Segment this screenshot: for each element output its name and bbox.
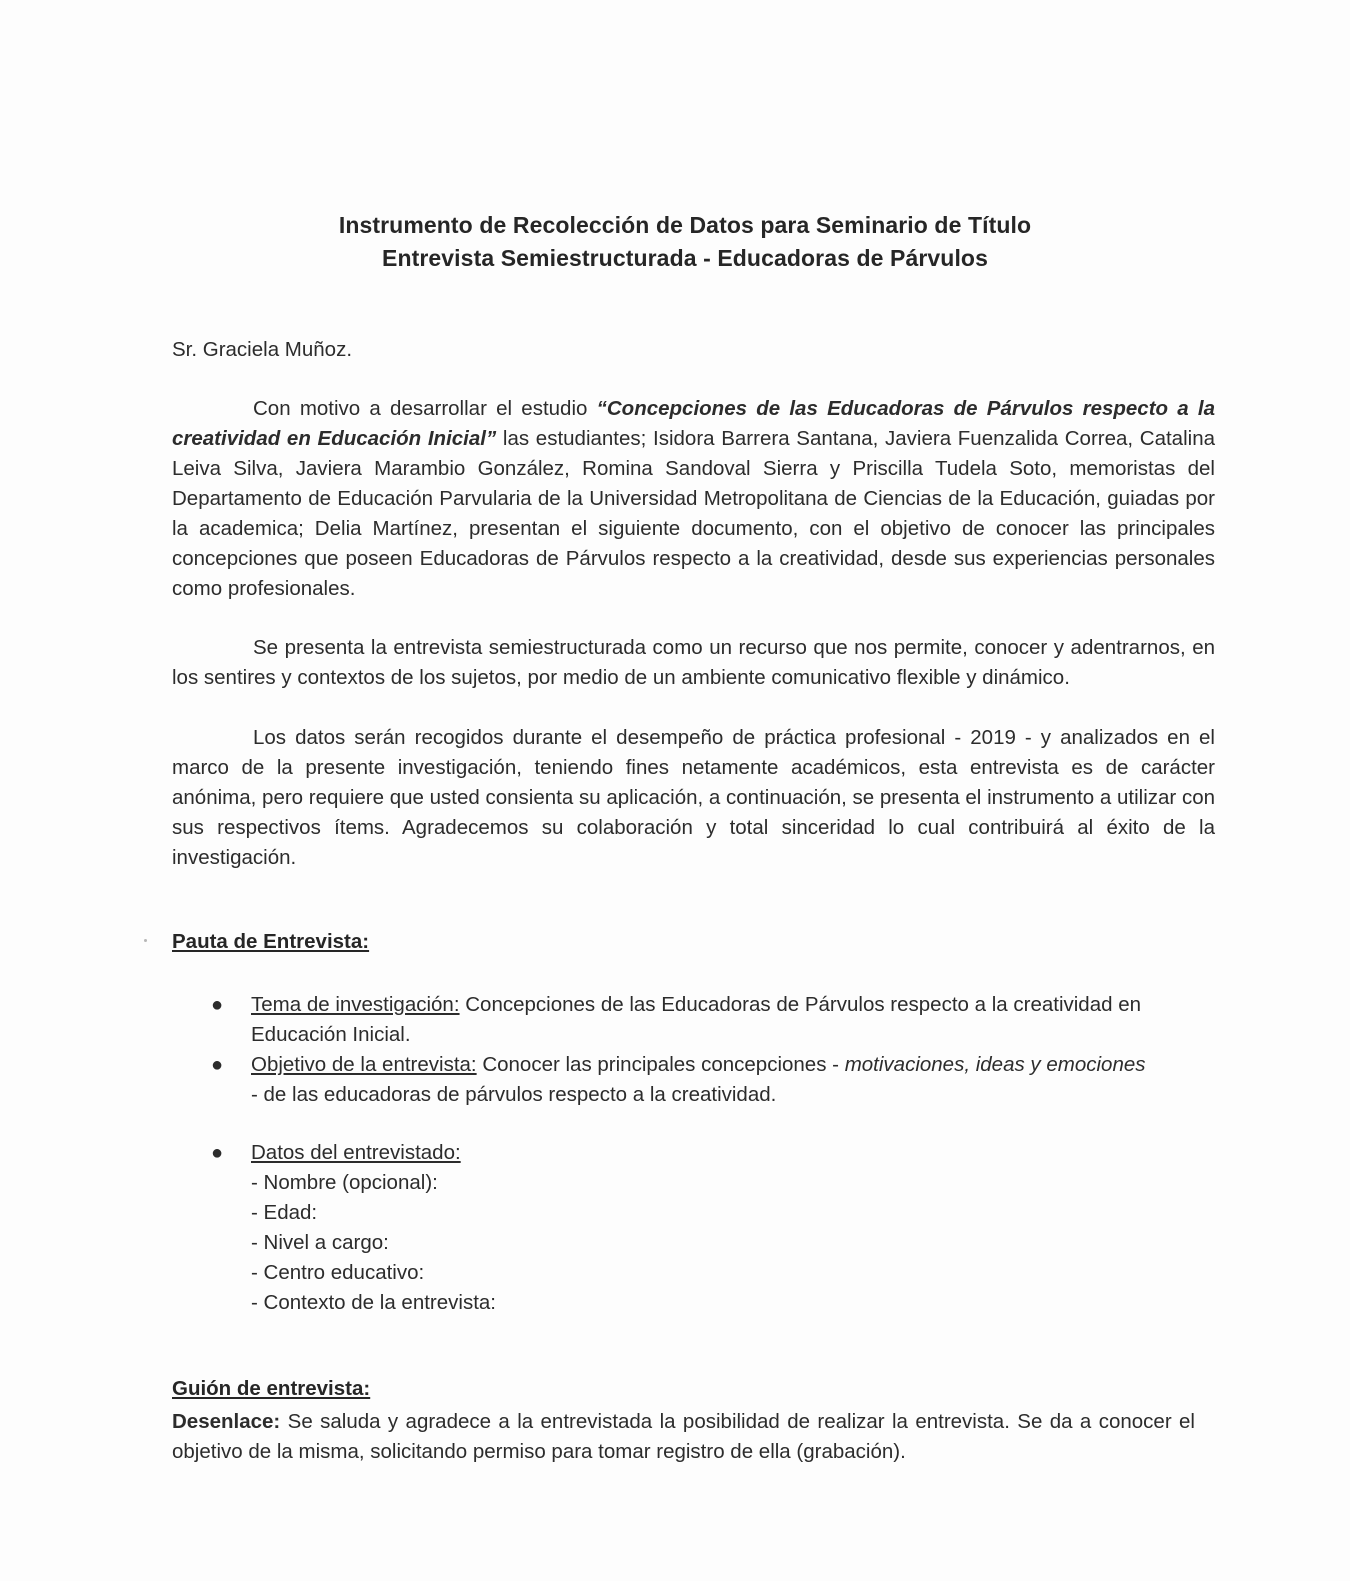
- guion-heading: Guión de entrevista:: [172, 1377, 371, 1400]
- datos-item-edad: - Edad:: [251, 1201, 318, 1224]
- tema-label: Tema de investigación:: [251, 993, 460, 1016]
- datos-item-nombre: - Nombre (opcional):: [251, 1171, 438, 1194]
- datos-item-nivel: - Nivel a cargo:: [251, 1231, 389, 1254]
- objetivo-italic: motivaciones, ideas y emociones: [844, 1053, 1146, 1076]
- bullet-icon: ●: [211, 1142, 224, 1164]
- paragraph-method: Se presenta la entrevista semiestructurada como un recurso que nos permite, conocer y adentrarnos, en los sentires y contextos de los sujetos, por medio de un ambiente comunicativo flexible y dinámico.: [172, 636, 1215, 689]
- datos-list: [251, 1168, 496, 1318]
- desenlace-paragraph: [172, 1407, 1195, 1467]
- greeting: Sr. Graciela Muñoz.: [172, 338, 353, 361]
- tema-text: Concepciones de las Educadoras de Párvulos respecto a la creatividad en Educación Inicial.: [251, 993, 1142, 1046]
- intro-lead: Con motivo a desarrollar el estudio: [253, 397, 597, 420]
- intro-paragraph: [172, 394, 1215, 604]
- objetivo-label: Objetivo de la entrevista:: [251, 1053, 477, 1076]
- desenlace-label: Desenlace:: [172, 1410, 281, 1433]
- datos-item-contexto: - Contexto de la entrevista:: [251, 1291, 496, 1314]
- bullet-tema: [211, 990, 1151, 1050]
- objetivo-text-a: Conocer las principales concepciones -: [476, 1053, 845, 1076]
- datos-item-centro: - Centro educativo:: [251, 1261, 425, 1284]
- paragraph-data-use: Los datos serán recogidos durante el desempeño de práctica profesional - 2019 - y analizados en el marco de la presente investigación, teniendo fines netamente académicos, esta entrevista es de carácter anónima, pero requiere que usted consienta su aplicación, a continuación, se presenta el instrumento a utilizar con sus respectivos ítems. Agradecemos su colaboración y total sinceridad lo cual contribuirá al éxito de la investigación.: [172, 726, 1215, 869]
- document-title-line2: Entrevista Semiestructurada - Educadoras de Párvulos: [382, 245, 988, 271]
- datos-label: Datos del entrevistado:: [251, 1141, 461, 1164]
- desenlace-text: Se saluda y agradece a la entrevistada la posibilidad de realizar la entrevista. Se da a conocer el objetivo de la misma, solicitando permiso para tomar registro de ella (grabación).: [172, 1410, 1195, 1463]
- pauta-heading: Pauta de Entrevista:: [172, 930, 370, 953]
- bullet-datos: [211, 1138, 1151, 1168]
- objetivo-text-b: - de las educadoras de párvulos respecto a la creatividad.: [251, 1083, 777, 1106]
- intro-body: las estudiantes; Isidora Barrera Santana, Javiera Fuenzalida Correa, Catalina Leiva Silva, Javiera Marambio González, Romina Sandoval Sierra y Priscilla Tudela Soto, memoristas del Departamento de Educación Parvularia de la Universidad Metropolitana de Ciencias de la Educación, guiadas por la academica; Delia Martínez, presentan el siguiente documento, con el objetivo de conocer las principales concepciones que poseen Educadoras de Párvulos respecto a la creatividad, desde sus experiencias personales como profesionales.: [172, 427, 1215, 600]
- document-title-line1: Instrumento de Recolección de Datos para Seminario de Título: [338, 212, 1032, 238]
- bullet-icon: ●: [211, 1054, 224, 1076]
- bullet-icon: ●: [211, 994, 224, 1016]
- study-title: “Concepciones de las Educadoras de Párvulos respecto a la creatividad en Educación Inicial”: [172, 397, 1215, 450]
- bullet-objetivo: [211, 1050, 1151, 1110]
- scan-speck: [144, 939, 147, 942]
